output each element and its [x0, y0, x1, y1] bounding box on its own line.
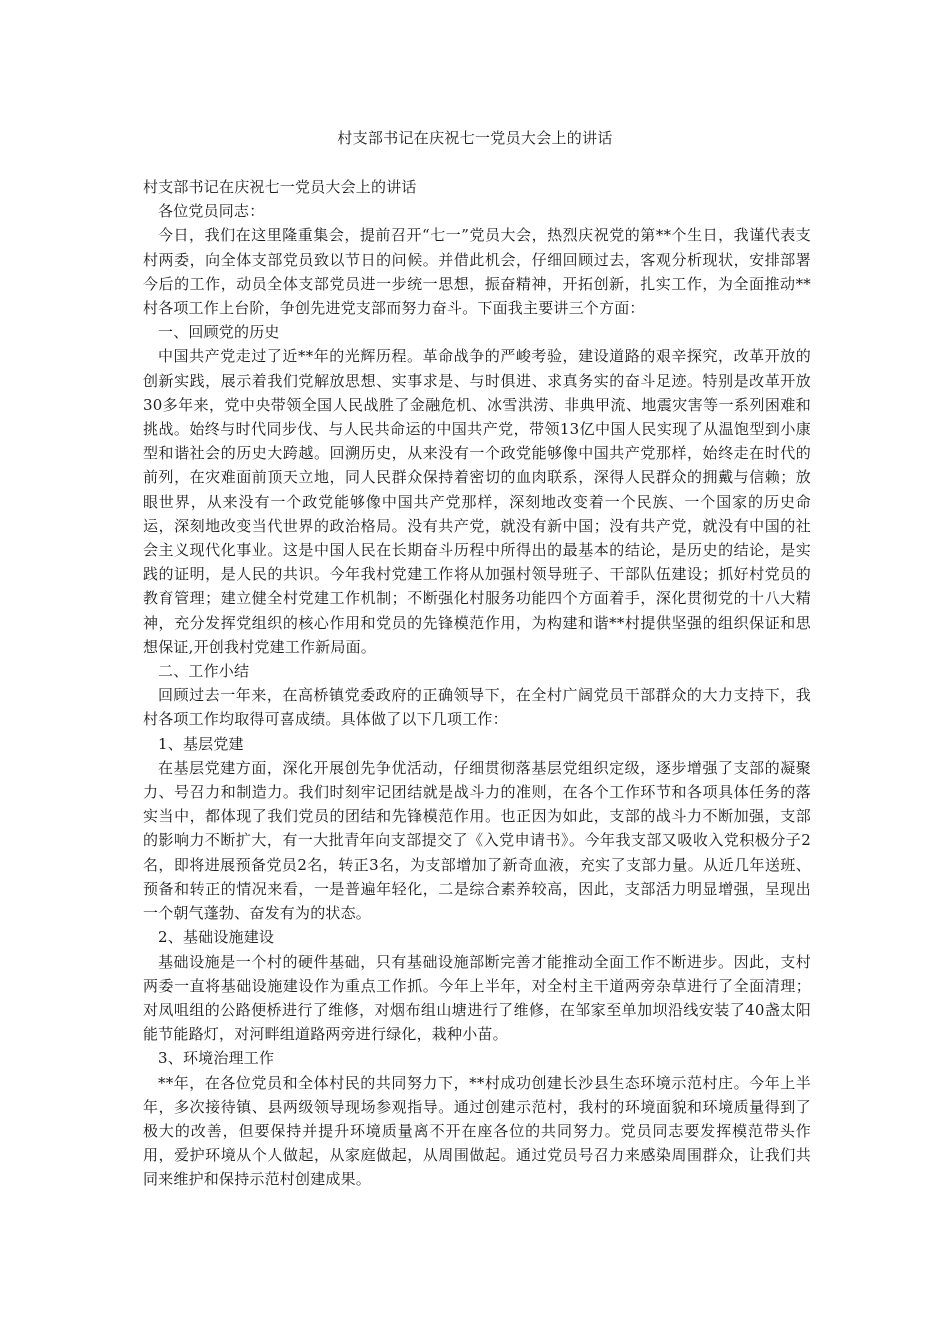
document-subtitle: 村支部书记在庆祝七一党员大会上的讲话 [143, 178, 417, 196]
section-heading-history: 一、回顾党的历史 [158, 323, 280, 342]
item-paragraph-environment: **年，在各位党员和全体村民的共同努力下，**村成功创建长沙县生态环境示范村庄。今年上半年，多次接待镇、县两级领导现场参观指导。通过创建示范村，我村的环境面貌和环境质量得到了极大的改善，但要保持并提升环境质量离不开在座各位的共同努力。党员同志要发挥模范带头作用，爱护环境从个人做起，从家庭做起，从周围做起。通过党员号召力来感染周围群众，让我们共同来维护和保持示范村创建成果。 [143, 1073, 811, 1189]
section-paragraph-summary: 回顾过去一年来，在高桥镇党委政府的正确领导下，在全村广阔党员干部群众的大力支持下，我村各项工作均取得可喜成绩。具体做了以下几项工作： [143, 686, 811, 729]
document-title: 村支部书记在庆祝七一党员大会上的讲话 [337, 129, 613, 147]
section-paragraph-history: 中国共产党走过了近**年的光辉历程。革命战争的严峻考验，建设道路的艰辛探究，改革开放的创新实践，展示着我们党解放思想、实事求是、与时俱进、求真务实的奋斗足迹。特别是改革开放30多年来，党中央带领全国人民战胜了金融危机、冰雪洪涝、非典甲流、地震灾害等一系列困难和挑战。始终与时代同步伐、与人民共命运的中国共产党，带领13亿中国人民实现了从温饱型到小康型和谐社会的历史大跨越。回溯历史，从来没有一个政党能够像中国共产党那样，始终走在时代的前列，在灾难面前顶天立地，同人民群众保持着密切的血肉联系，深得人民群众的拥戴与信赖；放眼世界，从来没有一个政党能够像中国共产党那样，深刻地改变着一个民族、一个国家的历史命运，深刻地改变当代世界的政治格局。没有共产党，就没有新中国；没有共产党，就没有中国的社会主义现代化事业。这是中国人民在长期奋斗历程中所得出的最基本的结论，是历史的结论，是实践的证明，是人民的共识。今年我村党建工作将从加强村领导班子、干部队伍建设；抓好村党员的教育管理；建立健全村党建工作机制；不断强化村服务功能四个方面着手，深化贯彻党的十八大精神，充分发挥党组织的核心作用和党员的先锋模范作用，为构建和谐**村提供坚强的组织保证和思想保证,开创我村党建工作新局面。 [143, 347, 811, 656]
section-heading-summary: 二、工作小结 [158, 662, 250, 681]
item-heading-infrastructure: 2、基础设施建设 [158, 928, 275, 947]
document-body [143, 175, 811, 1192]
item-heading-environment: 3、环境治理工作 [158, 1049, 275, 1068]
item-paragraph-infrastructure: 基础设施是一个村的硬件基础，只有基础设施部断完善才能推动全面工作不断进步。因此，支村两委一直将基础设施建设作为重点工作抓。今年上半年，对全村主干道两旁杂草进行了全面清理；对凤咀组的公路便桥进行了维修，对烟布组山塘进行了维修，在邹家至单加坝沿线安装了40盏太阳能节能路灯，对河畔组道路两旁进行绿化，栽种小苗。 [143, 952, 811, 1044]
item-paragraph-party-building: 在基层党建方面，深化开展创先争优活动，仔细贯彻落基层党组织定级，逐步增强了支部的凝聚力、号召力和制造力。我们时刻牢记团结就是战斗力的准则，在各个工作环节和各项具体任务的落实当中，都体现了我们党员的团结和先锋模范作用。也正因为如此，支部的战斗力不断加强，支部的影响力不断扩大，有一大批青年向支部提交了《入党申请书》。今年我支部又吸收入党积极分子2名，即将进展预备党员2名，转正3名，为支部增加了新奇血液，充实了支部力量。从近几年送班、预备和转正的情况来看，一是普遍年轻化，二是综合素养较高，因此，支部活力明显增强，呈现出一个朝气蓬勃、奋发有为的状态。 [143, 758, 811, 923]
salutation: 各位党员同志： [158, 202, 265, 221]
intro-paragraph: 今日，我们在这里隆重集会，提前召开“七一”党员大会，热烈庆祝党的第**个生日，我谨代表支村两委，向全体支部党员致以节日的问候。并借此机会，仔细回顾过去，客观分析现状，安排部署今后的工作，动员全体支部党员进一步统一思想，振奋精神，开拓创新，扎实工作，为全面推动**村各项工作上台阶，争创先进党支部而努力奋斗。下面我主要讲三个方面： [143, 226, 811, 318]
item-heading-party-building: 1、基层党建 [158, 734, 244, 753]
